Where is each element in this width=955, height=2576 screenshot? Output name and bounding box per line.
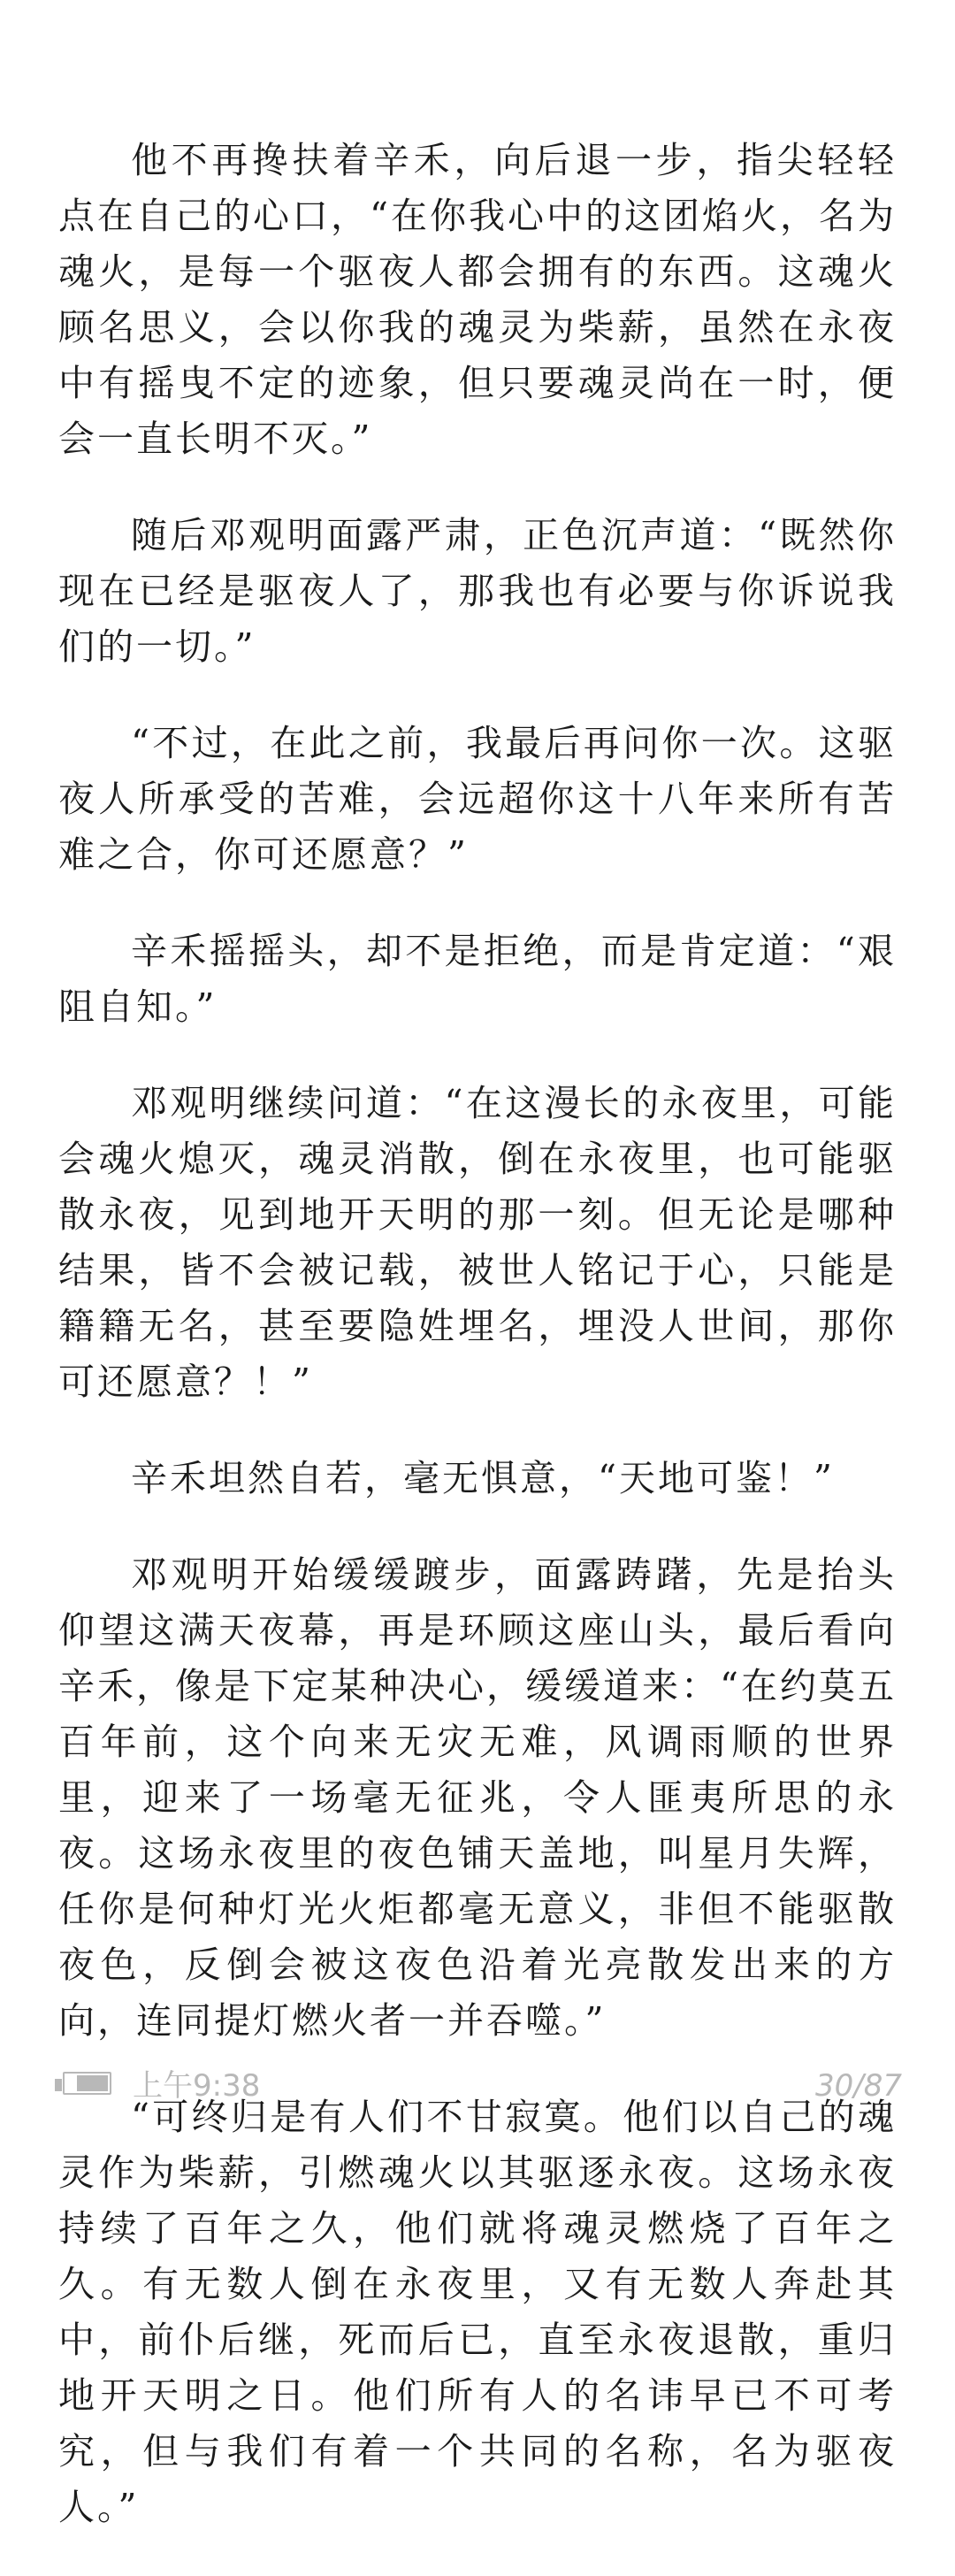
paragraph-6: 辛禾坦然自若，毫无惧意，“天地可鉴！” bbox=[131, 1457, 835, 1499]
paragraph-5: 邓观明继续问道：“在这漫长的永夜里，可能会魂火熄灭，魂灵消散，倒在永夜里，也可能驱散永夜，见到地开天明的那一刻。但无论是哪种结果，皆不会被记载，被世人铭记于心，只能是籍籍无名，甚至要隐姓埋名，埋没人世间，那你可还愿意？！” bbox=[58, 1082, 897, 1403]
battery-level-fill bbox=[77, 2075, 108, 2091]
paragraph-4: 辛禾摇摇头，却不是拒绝，而是肯定道：“艰阻自知。” bbox=[58, 930, 897, 1028]
paragraph-2: 随后邓观明面露严肃，正色沉声道：“既然你现在已经是驱夜人了，那我也有必要与你诉说我们的一切。” bbox=[58, 514, 897, 668]
paragraph-1: 他不再搀扶着辛禾，向后退一步，指尖轻轻点在自己的心口，“在你我心中的这团焰火，名为魂火，是每一个驱夜人都会拥有的东西。这魂火顾名思义，会以你我的魂灵为柴薪，虽然在永夜中有摇曳不定的迹象，但只要魂灵尚在一时，便会一直长明不灭。” bbox=[58, 139, 897, 460]
battery-body bbox=[63, 2072, 111, 2095]
battery-nub bbox=[55, 2079, 62, 2091]
paragraph-7: 邓观明开始缓缓踱步，面露踌躇，先是抬头仰望这满天夜幕，再是环顾这座山头，最后看向辛禾，像是下定某种决心，缓缓道来：“在约莫五百年前，这个向来无灾无难，风调雨顺的世界里，迎来了一场毫无征兆，令人匪夷所思的永夜。这场永夜里的夜色铺天盖地，叫星月失辉，任你是何种灯光火炬都毫无意义，非但不能驱散夜色，反倒会被这夜色沿着光亮散发出来的方向，连同提灯燃火者一并吞噬。” bbox=[58, 1553, 897, 2042]
paragraph-3: “不过，在此之前，我最后再问你一次。这驱夜人所承受的苦难，会远超你这十八年来所有苦难之合，你可还愿意？” bbox=[58, 722, 897, 876]
page-indicator: 30/87 bbox=[815, 2068, 902, 2104]
battery-icon bbox=[55, 2072, 117, 2098]
reader-page[interactable] bbox=[58, 133, 897, 2576]
reader-status-bar bbox=[0, 2061, 955, 2114]
clock-time: 上午9:38 bbox=[133, 2068, 261, 2104]
paragraph-8: “可终归是有人们不甘寂寞。他们以自己的魂灵作为柴薪，引燃魂火以其驱逐永夜。这场永夜持续了百年之久，他们就将魂灵燃烧了百年之久。有无数人倒在永夜里，又有无数人奔赴其中，前仆后继，死而后已，直至永夜退散，重归地开天明之日。他们所有人的名讳早已不可考究，但与我们有着一个共同的名称，名为驱夜人。” bbox=[58, 2096, 897, 2528]
